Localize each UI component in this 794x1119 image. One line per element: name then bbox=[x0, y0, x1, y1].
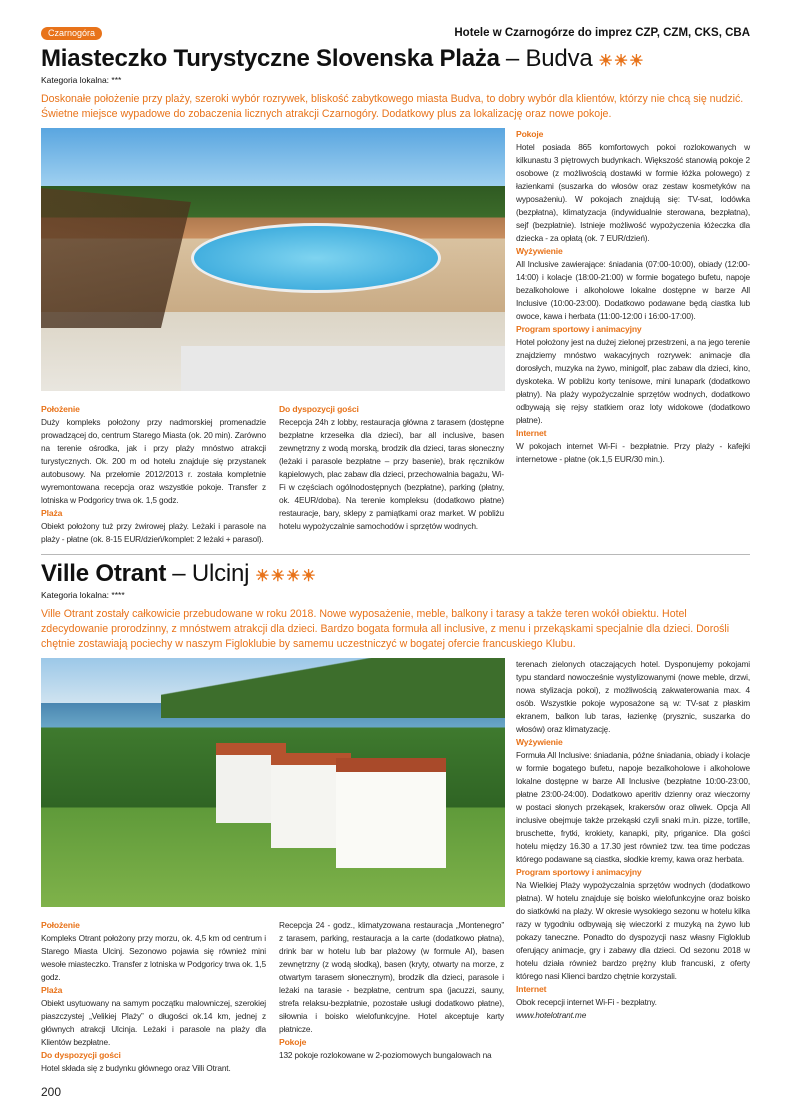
section-heading: Położenie bbox=[41, 404, 80, 414]
section-heading: Program sportowy i animacyjny bbox=[516, 324, 642, 334]
section-heading: Do dyspozycji gości bbox=[41, 1050, 121, 1060]
section-text: Hotel składa się z budynku głównego oraz Villi Otrant. bbox=[41, 1063, 231, 1073]
section-text: Formuła All Inclusive: śniadania, późne śniadania, obiady i kolacje w formie bogatego bufetu, napoje bezalkoholowe i alkoholowe lokalne dostępne w barze All Inclusive (bezpłatne 10:00-23:00, płatne 23:00-24:00). Dodatkowo aperitiv dzienny oraz wieczorny w postaci słonych przekąsek, krakersów oraz oliwek. Opcja All inclusive obejmuje także przekąski czyli snaki m.in. pizze, tortille, bruschette, frytki, krokiety, kanapki, pity, priganice. Dla gości hotelu między 16.30 a 17.30 jest również tzw. tea time podczas którego podawane są ciastka, słodkie kremy, kawa oraz herbata. bbox=[516, 750, 750, 864]
hill-shape bbox=[161, 658, 505, 718]
section-heading: Wyżywienie bbox=[516, 737, 563, 747]
villa-building bbox=[336, 758, 446, 868]
section-heading: Internet bbox=[516, 428, 547, 438]
hotel-section bbox=[41, 44, 750, 546]
section-text: Duży kompleks położony przy nadmorskiej promenadzie prowadzącej do, centrum Starego Miasta (ok. 20 min). Zarówno na terenie ośrodka, jak i przy plaży mnóstwo atrakcji turystycznych. Ok. 200 m od hotelu znajduje się przystanek autobusowy. Na przełomie 2012/2013 r. została kompletnie wyremontowana recepcja oraz wszystkie pokoje. Transfer z lotniska w Podgoricy trwa ok. 1,5 godz. bbox=[41, 417, 266, 505]
column-location bbox=[41, 403, 266, 546]
section-heading: Pokoje bbox=[516, 129, 544, 139]
section-heading: Internet bbox=[516, 984, 547, 994]
hotel-title bbox=[41, 44, 750, 74]
hotel-body bbox=[41, 658, 750, 1075]
hotel-photo-villas bbox=[41, 658, 505, 907]
sun-rating-icon: ☀☀☀ bbox=[598, 53, 645, 70]
column-rooms bbox=[516, 128, 750, 466]
section-text: 132 pokoje rozlokowane w 2-poziomowych bungalowach na bbox=[279, 1050, 492, 1060]
hotel-city: – Budva bbox=[505, 45, 593, 72]
section-text: Hotel położony jest na dużej zielonej przestrzeni, a na jego terenie znajdziemy mnóstwo wakacyjnych rozrywek: animacje dla dorosłych, muzyka na żywo, minigolf, plac zabaw dla dzieci, kino, dyskoteka. W pobliżu korty tenisowe, mini lunapark (dodatkowo płatny). Na plaży wypożyczalnie sprzętów wodnych, dodatkowo odbywają się rejsy statkiem oraz loty widokowe (dodatkowo płatne). bbox=[516, 337, 750, 425]
section-heading: Program sportowy i animacyjny bbox=[516, 867, 642, 877]
hotel-lead: Doskonałe położenie przy plaży, szeroki wybór rozrywek, bliskość zabytkowego miasta Budva, to dobry wybór dla klientów, którzy nie chcą się nudzić. Świetne miejsce wypadowe do zobaczenia licznych atrakcji Czarnogóry. Dodatkowy plus za lokalizację oraz nowe pokoje. bbox=[41, 93, 744, 120]
hotel-section bbox=[41, 559, 750, 1075]
hotel-body bbox=[41, 128, 750, 546]
terrace-wall bbox=[181, 346, 505, 391]
column-rooms bbox=[516, 658, 750, 1022]
sun-rating-icon: ☀☀☀☀ bbox=[255, 568, 317, 585]
hotel-city: – Ulcinj bbox=[172, 560, 250, 587]
section-divider bbox=[41, 554, 750, 555]
column-facilities bbox=[279, 919, 504, 1075]
page-number: 200 bbox=[41, 1085, 62, 1099]
section-heading: Pokoje bbox=[279, 1037, 307, 1047]
section-heading: Plaża bbox=[41, 985, 63, 995]
umbrella-shade bbox=[41, 188, 191, 328]
hotel-lead: Ville Otrant zostały całkowicie przebudowane w roku 2018. Nowe wyposażenie, meble, balkony i tarasy a także teren wokół obiektu. Hotel zdecydowanie prorodzinny, z mnóstwem atrakcji dla dzieci. Bardzo bogata formuła all inclusive, z menu i przekąskami specjalnie dla dzieci. Dorośli chętnie zostawiają pociechy w naszym Figloklubie by samemu uczestniczyć w bogatej ofercie francuskiego Klubu. bbox=[41, 608, 730, 650]
hotel-name: Ville Otrant bbox=[41, 560, 167, 587]
section-heading: Wyżywienie bbox=[516, 246, 563, 256]
local-category: Kategoria lokalna: *** bbox=[41, 75, 122, 85]
section-text: Kompleks Otrant położony przy morzu, ok. 4,5 km od centrum i Starego Miasta Ulcinj. Sezonowo pojawia się również mini wesołe miasteczko. Transfer z lotniska w Podgoricy trwa ok. 1,5 godz. bbox=[41, 933, 266, 982]
local-category: Kategoria lokalna: **** bbox=[41, 590, 125, 600]
section-text: Obok recepcji internet Wi-Fi - bezpłatny. bbox=[516, 997, 657, 1007]
column-facilities bbox=[279, 403, 504, 546]
pool-shape bbox=[191, 223, 441, 293]
text-columns bbox=[41, 403, 505, 546]
hotel-left-area bbox=[41, 128, 505, 546]
country-badge: Czarnogóra bbox=[41, 27, 102, 40]
hotel-website-link[interactable]: www.hotelotrant.me bbox=[516, 1010, 587, 1020]
section-heading: Do dyspozycji gości bbox=[279, 404, 359, 414]
catalog-header: Hotele w Czarnogórze do imprez CZP, CZM, CKS, CBA bbox=[454, 27, 750, 39]
hotel-title bbox=[41, 559, 750, 589]
text-columns bbox=[41, 919, 505, 1075]
section-text: Obiekt położony tuż przy żwirowej plaży. Leżaki i parasole na plaży - płatne (ok. 8-15 EUR/dzień/komplet: 2 leżaki + parasol). bbox=[41, 521, 266, 544]
section-text: Na Wielkiej Plaży wypożyczalnia sprzętów wodnych (dodatkowo płatna). W hotelu znajduje się boisko wielofunkcyjne oraz boisko do siatkówki na plaży. W okresie wysokiego sezonu w hotelu kilka razy w tygodniu odbywają się wieczorki z muzyką na żywo lub pokazy taneczne. Ponadto do dyspozycji nasz własny Figloklub oferujący animacje, gry i zabawy dla dzieci. Od sezonu 2018 w hotelu działa również bardzo prężny klub francuski, z oferty którego nasi Klienci bardzo chętnie korzystali. bbox=[516, 880, 750, 981]
hotel-left-area bbox=[41, 658, 505, 1075]
section-heading: Plaża bbox=[41, 508, 63, 518]
section-text: Recepcja 24 - godz., klimatyzowana restauracja „Montenegro” z tarasem, parking, restauracja a la carte (dodatkowo płatna), drink bar w hotelu lub bar plażowy (w formule AI), basen zewnętrzny (z wodą słodką), basen (kryty, otwarty na morze, z otwartym tarasem słonecznym), brodzik dla dzieci, parasole i leżaki na tarasie - bezpłatne, centrum spa (jacuzzi, sauny, strefa relaksu-bezpłatnie, pozostałe usługi dodatkowo płatne), siłownia i boisko wielofunkcyjne. Hotel akceptuje karty płatnicze. bbox=[279, 920, 504, 1034]
section-heading: Położenie bbox=[41, 920, 80, 930]
hotel-photo-pool bbox=[41, 128, 505, 391]
section-text: Hotel posiada 865 komfortowych pokoi rozlokowanych w kilkunastu 3 piętrowych budynkach. Większość stanowią pokoje 2 osobowe (z możliwością dostawki w formie łóżka polowego) z łazienkami (suszarka do włosów oraz zestaw kosmetyków na wyposażeniu). W pokojach znajdują się: TV-sat, lodówka (bezpłatna), klimatyzacja (indywidualnie sterowana, bezpłatna), sejf (bezpłatnie). Istnieje możliwość wypożyczenia łóżeczka dla dziecka - za opłatą (ok. 7 EUR/dzień). bbox=[516, 142, 750, 243]
hotel-name: Miasteczko Turystyczne Slovenska Plaża bbox=[41, 45, 500, 72]
column-location bbox=[41, 919, 266, 1075]
section-text: All Inclusive zawierające: śniadania (07:00-10:00), obiady (12:00-14:00) i kolacje (18:00-21:00) w formie bogatego bufetu, napoje bezalkoholowe i alkoholowe lokalne dostępne w barze All Inclusive (10:00-23:00). Dodatkowo podawane będą ciastka lub owoce, kawa i herbata (11:00-12:00 i 16:00-17:00). bbox=[516, 259, 750, 321]
section-text: terenach zielonych otaczających hotel. Dysponujemy pokojami typu standard nowocześnie wystylizowanymi (nowe meble, drzwi, nowa stylizacja pokoi), z możliwością zakwaterowania max. 4 osób. Wszystkie pokoje wyposażone są w: TV-sat z płaskim ekranem, balkon lub taras, łazienkę (prysznic, suszarka do włosów) oraz klimatyzację. bbox=[516, 659, 750, 734]
top-bar bbox=[41, 26, 750, 40]
section-text: Recepcja 24h z lobby, restauracja główna z tarasem (dostępne bezpłatne krzesełka dla dzieci), bar all inclusive, basen zewnętrzny z wodą morską, brodzik dla dzieci, taras słoneczny (leżaki i parasole bezpłatne – przy basenie), brak ręczników kąpielowych, plac zabaw dla dzieci, przechowalnia bagażu, Wi-Fi w częściach ogólnodostępnych (bezpłatne), parking (płatny, ok. 4EUR/doba). Na terenie kompleksu (dodatkowo płatne) restauracje, bary, sklepy z pamiątkami oraz market. W pobliżu hotelu wypożyczalnie samochodów i sprzętów wodnych. bbox=[279, 417, 504, 531]
section-text: Obiekt usytuowany na samym początku malowniczej, szerokiej piaszczystej „Velikiej Plaży” o długości ok.14 km, jednej z głównych atrakcji Ulcinja. Leżaki i parasole na plaży dla Klientów bezpłatne. bbox=[41, 998, 266, 1047]
section-text: W pokojach internet Wi-Fi - bezpłatnie. Przy plaży - kafejki internetowe - płatne (ok.1,5 EUR/30 min.). bbox=[516, 441, 750, 464]
